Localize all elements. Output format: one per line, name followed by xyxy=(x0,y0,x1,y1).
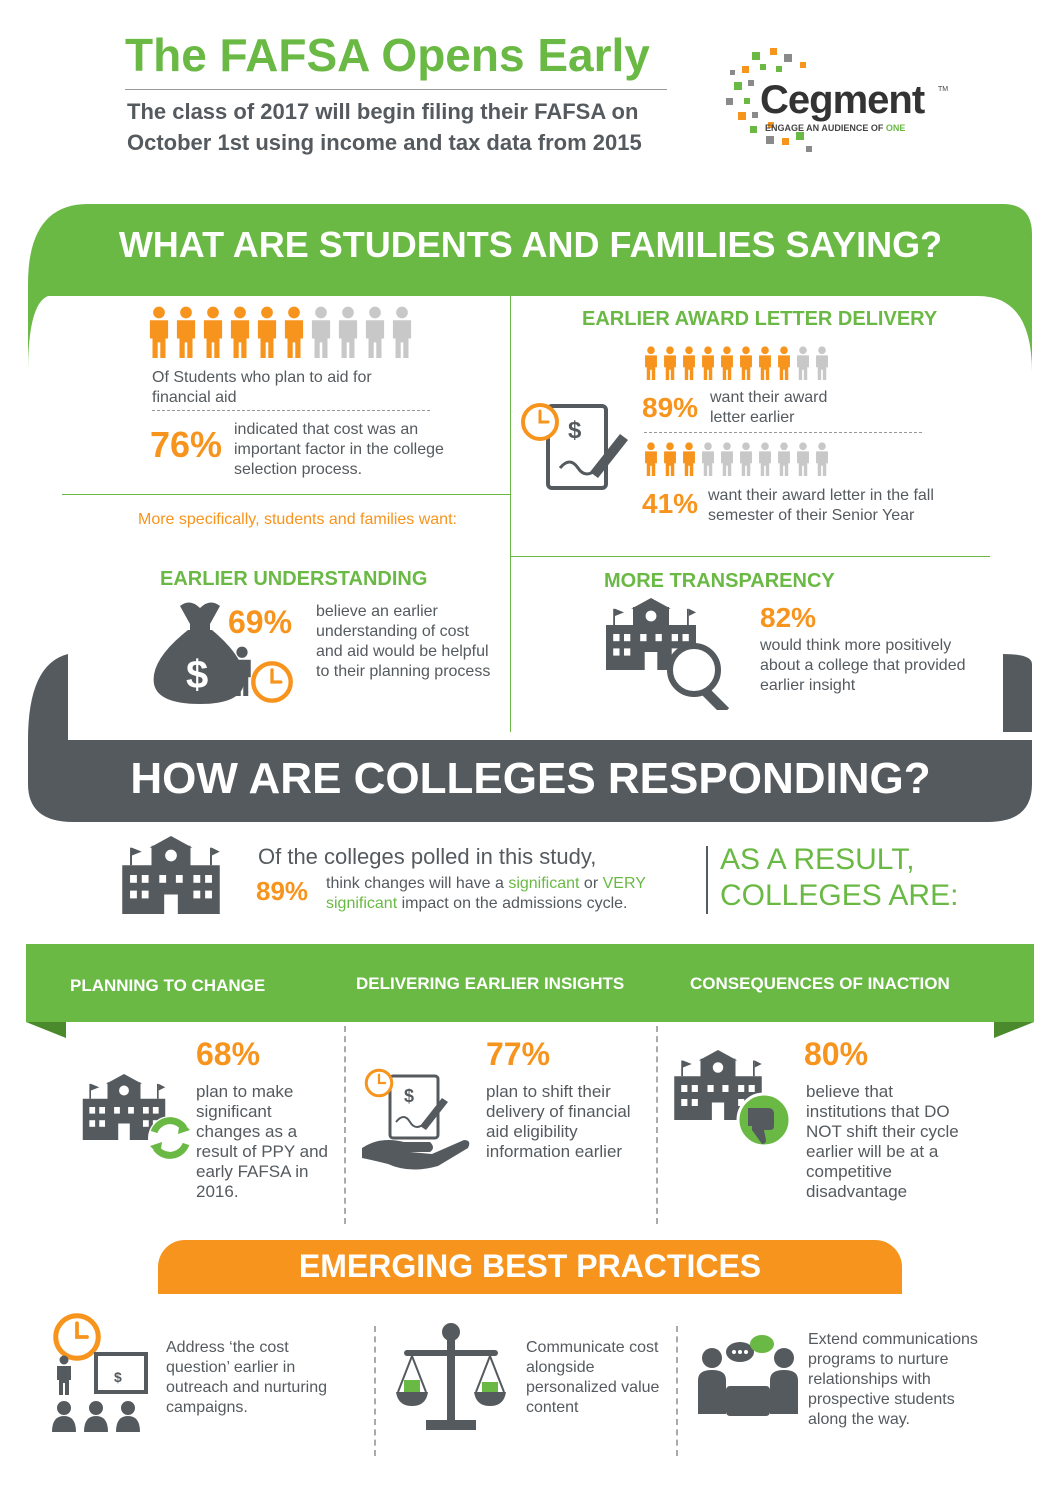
logo-wordmark: Cegment xyxy=(760,78,925,122)
cost-pictogram xyxy=(148,306,418,363)
practice-divider-2 xyxy=(676,1326,678,1456)
award-pictogram-1 xyxy=(644,346,840,385)
planning-text: plan to make significant changes as a result of PPY and early FAFSA in 2016. xyxy=(196,1082,328,1201)
understanding-heading: EARLIER UNDERSTANDING xyxy=(160,568,428,590)
aid-document-hand-icon xyxy=(360,1066,478,1174)
classroom-icon xyxy=(50,1312,150,1432)
practice-divider-1 xyxy=(374,1326,376,1456)
section1-left-divider xyxy=(62,494,510,495)
colleges-percent: 89% xyxy=(256,876,309,906)
scale-icon xyxy=(396,1322,506,1434)
consequences-percent: 80% xyxy=(804,1036,869,1072)
practice2-text: Communicate cost alongside personalized value content xyxy=(526,1339,660,1416)
delivering-text: plan to shift their delivery of financial aid eligibility information earlier xyxy=(486,1082,631,1161)
award-text-1: want their award letter earlier xyxy=(710,389,828,426)
cost-dashed-divider xyxy=(152,410,430,411)
page-subtitle: The class of 2017 will begin filing their FAFSA on October 1st using income and tax data from 2015 xyxy=(127,99,642,155)
cost-percent: 76% xyxy=(150,424,223,465)
section1-right-divider xyxy=(510,556,990,557)
college-refresh-icon xyxy=(74,1074,194,1166)
college-thumbs-down-icon xyxy=(668,1050,796,1150)
svg-text:$: $ xyxy=(186,653,209,697)
section3-heading: EMERGING BEST PRACTICES xyxy=(298,1248,762,1284)
logo-tm: TM xyxy=(938,86,949,93)
understanding-text: believe an earlier understanding of cost and aid would be helpful to their planning process xyxy=(316,603,491,680)
logo-tagline: ENGAGE AN AUDIENCE OF ONE xyxy=(765,123,906,133)
cost-text: indicated that cost was an important factor in the college selection process. xyxy=(234,421,444,478)
award-dashed-divider xyxy=(644,432,922,433)
award-pictogram-2 xyxy=(644,442,840,481)
understanding-percent: 69% xyxy=(228,604,293,640)
result-heading: AS A RESULT, COLLEGES ARE: xyxy=(720,843,959,912)
cost-intro-text: Of Students who plan to aid for financial aid xyxy=(152,369,372,406)
practice1-text: Address ‘the cost question’ earlier in outreach and nurturing campaigns. xyxy=(166,1339,327,1416)
award-text-2: want their award letter in the fall semester of their Senior Year xyxy=(708,487,934,524)
transparency-heading: MORE TRANSPARENCY xyxy=(604,570,835,592)
section2-heading: HOW ARE COLLEGES RESPONDING? xyxy=(130,754,931,803)
practice3-text: Extend communications programs to nurture relationships with prospective students along the way. xyxy=(808,1331,978,1428)
consequences-text: believe that institutions that DO NOT shift their cycle earlier will be at a competitive disadvantage xyxy=(806,1082,959,1201)
conversation-icon xyxy=(696,1330,800,1420)
consequences-heading: CONSEQUENCES OF INACTION xyxy=(690,974,950,993)
planning-percent: 68% xyxy=(196,1036,261,1072)
delivering-percent: 77% xyxy=(486,1036,551,1072)
svg-text:$: $ xyxy=(404,1086,415,1106)
svg-text:$: $ xyxy=(568,417,582,444)
specifically-text: More specifically, students and families want: xyxy=(138,511,457,528)
page-title: The FAFSA Opens Early xyxy=(125,29,650,81)
svg-text:$: $ xyxy=(114,1369,122,1385)
planning-heading: PLANNING TO CHANGE xyxy=(70,976,266,995)
college-building-icon xyxy=(110,836,232,914)
colleges-polled-text: Of the colleges polled in this study, xyxy=(258,844,597,869)
award-percent-2: 41% xyxy=(642,488,699,519)
title-divider xyxy=(125,89,667,90)
column-divider-2 xyxy=(656,1026,658,1224)
column-divider-1 xyxy=(344,1026,346,1224)
section1-heading: WHAT ARE STUDENTS AND FAMILIES SAYING? xyxy=(118,224,943,265)
transparency-percent: 82% xyxy=(760,602,817,633)
award-heading: EARLIER AWARD LETTER DELIVERY xyxy=(582,308,938,330)
award-percent-1: 89% xyxy=(642,392,699,423)
transparency-text: would think more positively about a college that provided earlier insight xyxy=(760,637,966,694)
delivering-heading: DELIVERING EARLIER INSIGHTS xyxy=(356,974,625,993)
colleges-impact-text: think changes will have a significant or VERY significant impact on the admissions cycle. xyxy=(326,875,646,912)
result-divider xyxy=(706,846,708,914)
award-letter-icon xyxy=(520,402,636,494)
